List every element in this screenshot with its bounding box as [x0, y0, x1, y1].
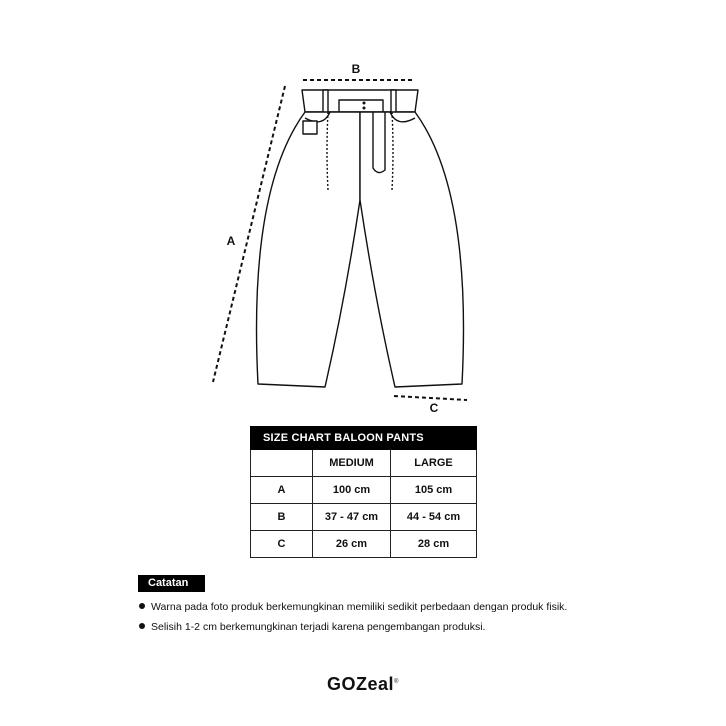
- cell-large: 44 - 54 cm: [391, 504, 477, 531]
- waist-button: [363, 107, 366, 110]
- cell-large: 105 cm: [391, 477, 477, 504]
- note-item: [138, 598, 567, 618]
- notes-heading: Catatan: [138, 575, 205, 592]
- size-chart-table: [250, 426, 477, 558]
- bullet-icon: [139, 623, 145, 629]
- brand-name: GOZeal: [327, 674, 395, 694]
- leg-left: [257, 112, 360, 387]
- table-row: [251, 531, 477, 558]
- table-row: [251, 504, 477, 531]
- row-label: C: [251, 531, 313, 558]
- dimension-label-b: B: [351, 62, 361, 76]
- cell-medium: 26 cm: [313, 531, 391, 558]
- registered-mark: ®: [394, 679, 399, 685]
- waist-tab: [339, 100, 383, 112]
- cell-medium: 100 cm: [313, 477, 391, 504]
- coin-pocket: [303, 121, 317, 134]
- cell-large: 28 cm: [391, 531, 477, 558]
- note-text: Warna pada foto produk berkemungkinan memiliki sedikit perbedaan dengan produk fisik.: [151, 601, 568, 613]
- dimension-label-c: C: [429, 401, 439, 415]
- leg-right: [360, 112, 463, 387]
- row-label: B: [251, 504, 313, 531]
- notes-list: [138, 598, 567, 638]
- belt-loop-right: [391, 90, 396, 114]
- table-header-row: [251, 450, 477, 477]
- brand-logo: [0, 674, 726, 695]
- dimension-label-a: A: [226, 234, 236, 248]
- note-item: [138, 618, 567, 638]
- header-cell-empty: [251, 450, 313, 477]
- header-cell-medium: MEDIUM: [313, 450, 391, 477]
- cell-medium: 37 - 47 cm: [313, 504, 391, 531]
- table-row: [251, 477, 477, 504]
- size-chart-title: SIZE CHART BALOON PANTS: [251, 427, 477, 450]
- row-label: A: [251, 477, 313, 504]
- waist-button: [363, 102, 366, 105]
- balloon-pants-illustration: [257, 90, 464, 387]
- dimension-line-c: [394, 396, 467, 400]
- header-cell-large: LARGE: [391, 450, 477, 477]
- bullet-icon: [139, 603, 145, 609]
- note-text: Selisih 1-2 cm berkemungkinan terjadi karena pengembangan produksi.: [151, 621, 486, 633]
- belt-loop-left: [323, 90, 328, 114]
